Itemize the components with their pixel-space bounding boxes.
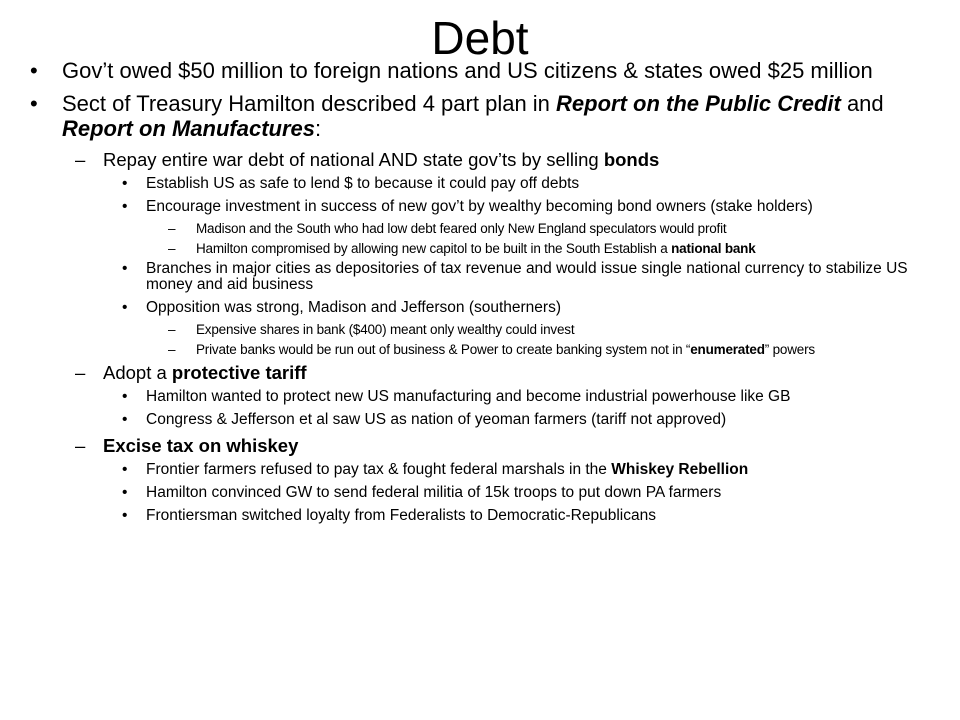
outline-item-text bbox=[103, 149, 955, 170]
outline-item-text bbox=[146, 300, 955, 316]
outline-item-level-4 bbox=[168, 343, 955, 358]
outline-item-text bbox=[146, 261, 955, 293]
emphasized-text: national bank bbox=[671, 240, 756, 256]
outline-item-text bbox=[146, 412, 955, 428]
bullet-marker: • bbox=[122, 260, 128, 277]
bullet-marker: • bbox=[122, 484, 128, 501]
bullet-marker: • bbox=[30, 91, 38, 116]
outline-item-level-3 bbox=[122, 199, 955, 215]
text-segment: Opposition was strong, Madison and Jefferson (southerners) bbox=[146, 299, 561, 316]
bullet-marker: • bbox=[122, 175, 128, 192]
bullet-marker: • bbox=[122, 388, 128, 405]
outline-item-text bbox=[196, 242, 955, 257]
outline-item-level-3 bbox=[122, 485, 955, 501]
outline-item-text bbox=[62, 91, 955, 141]
outline-item-level-3 bbox=[122, 462, 955, 478]
outline-item-text bbox=[146, 508, 955, 524]
outline-item-level-4 bbox=[168, 222, 955, 237]
text-segment: Congress & Jefferson et al saw US as nation of yeoman farmers (tariff not approved) bbox=[146, 411, 727, 428]
dash-marker: – bbox=[75, 149, 86, 170]
outline-item-level-3 bbox=[122, 300, 955, 316]
outline-item-text bbox=[196, 222, 955, 237]
emphasized-text: bonds bbox=[603, 149, 660, 170]
text-segment: Gov’t owed $50 million to foreign nations and US citizens & states owed $25 million bbox=[62, 58, 873, 83]
emphasized-text: Excise tax on whiskey bbox=[103, 435, 299, 456]
emphasized-text: Report on Manufactures bbox=[62, 116, 316, 141]
outline-item-level-3 bbox=[122, 412, 955, 428]
bullet-marker: • bbox=[122, 299, 128, 316]
outline-item-level-2 bbox=[75, 435, 955, 456]
text-segment: Encourage investment in success of new gov’t by wealthy becoming bond owners (stake holders) bbox=[146, 198, 813, 215]
outline-item-text bbox=[103, 435, 955, 456]
dash-marker: – bbox=[75, 362, 86, 383]
outline-item-level-3 bbox=[122, 176, 955, 192]
bullet-marker: • bbox=[122, 198, 128, 215]
text-segment: Private banks would be run out of business & Power to create banking system not in “ bbox=[196, 341, 691, 357]
dash-marker: – bbox=[168, 240, 176, 256]
outline-item-text bbox=[196, 323, 955, 338]
text-segment: Adopt a bbox=[103, 362, 172, 383]
emphasized-text: Whiskey Rebellion bbox=[611, 461, 749, 478]
outline-item-level-4 bbox=[168, 323, 955, 338]
text-segment: : bbox=[315, 116, 322, 141]
text-segment: Hamilton compromised by allowing new capitol to be built in the South Establish a bbox=[196, 240, 672, 256]
dash-marker: – bbox=[168, 221, 176, 236]
text-segment: Hamilton wanted to protect new US manufacturing and become industrial powerhouse like GB bbox=[146, 388, 791, 405]
emphasized-text: enumerated bbox=[690, 341, 765, 357]
bullet-marker: • bbox=[122, 461, 128, 478]
text-segment: and bbox=[840, 91, 884, 116]
text-segment: Frontier farmers refused to pay tax & fought federal marshals in the bbox=[146, 461, 612, 478]
slide-title: Debt bbox=[431, 12, 529, 64]
bullet-list bbox=[30, 58, 955, 531]
bullet-marker: • bbox=[30, 58, 38, 83]
bullet-marker: • bbox=[122, 411, 128, 428]
outline-item-text bbox=[146, 485, 955, 501]
outline-item-text bbox=[146, 462, 955, 478]
outline-item-text bbox=[196, 343, 955, 358]
outline-item-text bbox=[146, 389, 955, 405]
text-segment: Hamilton convinced GW to send federal militia of 15k troops to put down PA farmers bbox=[146, 484, 722, 501]
emphasized-text: Report on the Public Credit bbox=[556, 91, 841, 116]
text-segment: Madison and the South who had low debt feared only New England speculators would profit bbox=[196, 221, 727, 236]
outline-item-level-2 bbox=[75, 362, 955, 383]
text-segment: Frontiersman switched loyalty from Federalists to Democratic-Republicans bbox=[146, 507, 656, 524]
text-segment: Repay entire war debt of national AND state gov’ts by selling bbox=[103, 149, 604, 170]
outline-item-level-3 bbox=[122, 508, 955, 524]
outline-item-level-1 bbox=[30, 58, 955, 83]
outline-item-text bbox=[62, 58, 955, 83]
dash-marker: – bbox=[168, 322, 176, 337]
outline-item-level-4 bbox=[168, 242, 955, 257]
emphasized-text: protective tariff bbox=[171, 362, 307, 383]
outline-item-level-2 bbox=[75, 149, 955, 170]
bullet-marker: • bbox=[122, 507, 128, 524]
dash-marker: – bbox=[75, 435, 86, 456]
outline-item-text bbox=[103, 362, 955, 383]
outline-item-level-1 bbox=[30, 91, 955, 141]
text-segment: Branches in major cities as depositories of tax revenue and would issue single national currency to stabilize US money and aid business bbox=[146, 260, 908, 293]
outline-item-text bbox=[146, 176, 955, 192]
outline-item-level-3 bbox=[122, 389, 955, 405]
outline-item-level-3 bbox=[122, 261, 955, 293]
text-segment: Sect of Treasury Hamilton described 4 part plan in bbox=[62, 91, 557, 116]
text-segment: ” powers bbox=[764, 341, 815, 357]
dash-marker: – bbox=[168, 341, 176, 357]
text-segment: Expensive shares in bank ($400) meant only wealthy could invest bbox=[196, 322, 575, 337]
outline-item-text bbox=[146, 199, 955, 215]
text-segment: Establish US as safe to lend $ to because it could pay off debts bbox=[146, 175, 580, 192]
